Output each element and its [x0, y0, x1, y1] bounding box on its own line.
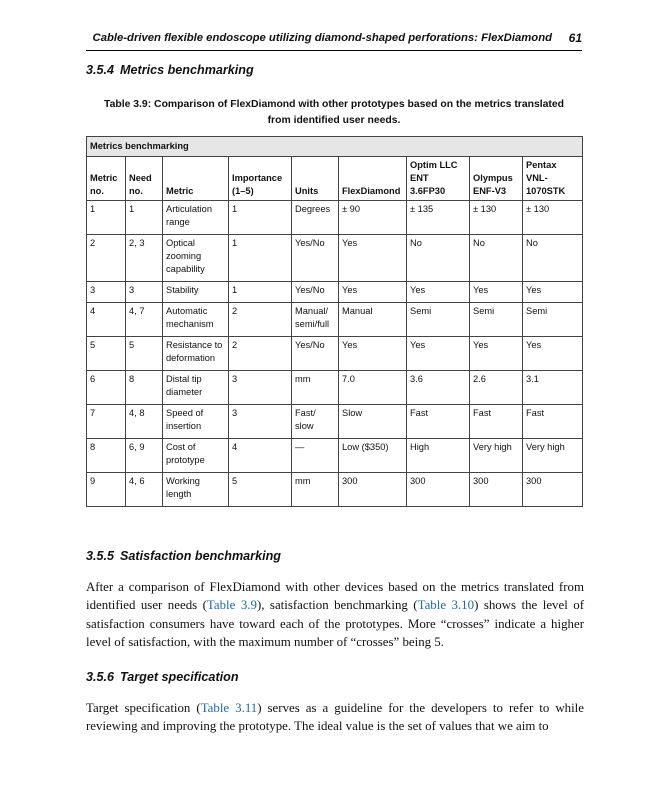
cell-metric: Automatic mechanism — [163, 303, 229, 337]
cell-flexdiamond: Manual — [339, 303, 407, 337]
cell-metric-no: 7 — [87, 405, 126, 439]
section-number: 3.5.5 — [86, 549, 115, 563]
running-title: Cable-driven flexible endoscope utilizing diamond-shaped perforations: FlexDiamond — [92, 32, 552, 44]
cell-metric-no: 6 — [87, 371, 126, 405]
cell-need-no: 3 — [126, 282, 163, 303]
cell-metric: Articulation range — [163, 201, 229, 235]
cell-importance: 4 — [229, 439, 292, 473]
cell-metric: Speed of insertion — [163, 405, 229, 439]
table-link[interactable]: Table 3.11 — [200, 701, 258, 715]
cell-pentax: No — [523, 235, 583, 282]
section-heading-metrics-benchmarking — [86, 63, 254, 77]
cell-optim: Fast — [407, 405, 470, 439]
cell-units: Yes/No — [292, 235, 339, 282]
table-row — [87, 337, 583, 371]
table-row — [87, 282, 583, 303]
cell-units: mm — [292, 473, 339, 507]
cell-need-no: 4, 8 — [126, 405, 163, 439]
cell-metric-no: 1 — [87, 201, 126, 235]
cell-metric-no: 8 — [87, 439, 126, 473]
col-optim: Optim LLC ENT 3.6FP30 — [407, 157, 470, 201]
table-caption — [86, 97, 582, 129]
cell-optim: ± 135 — [407, 201, 470, 235]
cell-metric: Working length — [163, 473, 229, 507]
table-row — [87, 439, 583, 473]
cell-flexdiamond: 7.0 — [339, 371, 407, 405]
body-paragraph: After a comparison of FlexDiamond with other devices based on the metrics translated from identified user needs (Table 3.9), satisfaction benchmarking (Table 3.10) shows the level of satisfaction consumers have toward each of the prototypes. More “crosses” indicate a higher level of satisfaction, with the maximum number of “crosses” being 5. — [86, 580, 585, 650]
cell-metric-no: 3 — [87, 282, 126, 303]
cell-need-no: 2, 3 — [126, 235, 163, 282]
cell-optim: High — [407, 439, 470, 473]
cell-importance: 1 — [229, 235, 292, 282]
cell-need-no: 5 — [126, 337, 163, 371]
page-number: 61 — [568, 31, 582, 45]
col-metric-no: Metric no. — [87, 157, 126, 201]
cell-olympus: Semi — [470, 303, 523, 337]
metrics-table — [86, 136, 583, 507]
cell-metric-no: 9 — [87, 473, 126, 507]
cell-pentax: 3.1 — [523, 371, 583, 405]
cell-units: Fast/ slow — [292, 405, 339, 439]
table-caption-line: Table 3.9: Comparison of FlexDiamond with other prototypes based on the metrics translated — [104, 99, 564, 110]
cell-optim: Yes — [407, 282, 470, 303]
running-header — [86, 30, 582, 51]
cell-optim: Semi — [407, 303, 470, 337]
section-title: Satisfaction benchmarking — [120, 549, 281, 563]
cell-pentax: Yes — [523, 282, 583, 303]
cell-olympus: ± 130 — [470, 201, 523, 235]
table-link[interactable]: Table 3.10 — [417, 598, 475, 613]
cell-metric-no: 5 — [87, 337, 126, 371]
col-flexdiamond: FlexDiamond — [339, 157, 407, 201]
table-row — [87, 405, 583, 439]
section-number: 3.5.4 — [86, 63, 115, 77]
section-number: 3.5.6 — [86, 670, 115, 684]
col-units: Units — [292, 157, 339, 201]
cell-flexdiamond: Low ($350) — [339, 439, 407, 473]
cell-metric: Stability — [163, 282, 229, 303]
cell-importance: 5 — [229, 473, 292, 507]
cell-need-no: 4, 7 — [126, 303, 163, 337]
cell-pentax: Yes — [523, 337, 583, 371]
cell-units: — — [292, 439, 339, 473]
col-need-no: Need no. — [126, 157, 163, 201]
col-pentax: Pentax VNL- 1070STK — [523, 157, 583, 201]
cell-metric: Distal tip diameter — [163, 371, 229, 405]
cell-flexdiamond: Yes — [339, 282, 407, 303]
cell-optim: Yes — [407, 337, 470, 371]
cell-olympus: No — [470, 235, 523, 282]
table-row — [87, 473, 583, 507]
cell-optim: 3.6 — [407, 371, 470, 405]
table-row — [87, 303, 583, 337]
cell-need-no: 8 — [126, 371, 163, 405]
cell-need-no: 6, 9 — [126, 439, 163, 473]
cell-importance: 2 — [229, 303, 292, 337]
cell-metric: Optical zooming capability — [163, 235, 229, 282]
cell-olympus: Yes — [470, 282, 523, 303]
cell-importance: 1 — [229, 201, 292, 235]
section-heading-target-specification — [86, 670, 239, 684]
section-title: Target specification — [120, 670, 239, 684]
cell-pentax: ± 130 — [523, 201, 583, 235]
section-heading-satisfaction-benchmarking — [86, 549, 281, 563]
cell-flexdiamond: Yes — [339, 235, 407, 282]
cell-metric-no: 2 — [87, 235, 126, 282]
col-olympus: Olympus ENF-V3 — [470, 157, 523, 201]
cell-units: Manual/ semi/full — [292, 303, 339, 337]
cell-flexdiamond: Slow — [339, 405, 407, 439]
cell-importance: 3 — [229, 405, 292, 439]
cell-need-no: 1 — [126, 201, 163, 235]
cell-metric: Cost of prototype — [163, 439, 229, 473]
col-metric: Metric — [163, 157, 229, 201]
cell-optim: 300 — [407, 473, 470, 507]
cell-metric: Resistance to deformation — [163, 337, 229, 371]
table-row — [87, 235, 583, 282]
cell-flexdiamond: 300 — [339, 473, 407, 507]
body-paragraph: Target specification (Table 3.11) serves as a guideline for the developers to refer to while reviewing and improving the prototype. The ideal value is the set of values that we aim to — [86, 701, 584, 734]
cell-pentax: 300 — [523, 473, 583, 507]
cell-olympus: Yes — [470, 337, 523, 371]
cell-optim: No — [407, 235, 470, 282]
cell-units: Yes/No — [292, 337, 339, 371]
table-group-header: Metrics benchmarking — [87, 137, 583, 157]
cell-olympus: 2.6 — [470, 371, 523, 405]
cell-pentax: Very high — [523, 439, 583, 473]
cell-flexdiamond: ± 90 — [339, 201, 407, 235]
cell-olympus: Very high — [470, 439, 523, 473]
cell-units: Yes/No — [292, 282, 339, 303]
cell-olympus: 300 — [470, 473, 523, 507]
cell-importance: 2 — [229, 337, 292, 371]
cell-metric-no: 4 — [87, 303, 126, 337]
table-link[interactable]: Table 3.9 — [206, 598, 257, 613]
section-title: Metrics benchmarking — [120, 63, 254, 77]
cell-units: Degrees — [292, 201, 339, 235]
cell-importance: 3 — [229, 371, 292, 405]
cell-need-no: 4, 6 — [126, 473, 163, 507]
table-row — [87, 371, 583, 405]
cell-flexdiamond: Yes — [339, 337, 407, 371]
cell-importance: 1 — [229, 282, 292, 303]
cell-pentax: Fast — [523, 405, 583, 439]
table-row — [87, 201, 583, 235]
table-header-row — [87, 157, 583, 201]
cell-pentax: Semi — [523, 303, 583, 337]
col-importance: Importance (1–5) — [229, 157, 292, 201]
cell-olympus: Fast — [470, 405, 523, 439]
cell-units: mm — [292, 371, 339, 405]
table-caption-line: from identified user needs. — [267, 115, 401, 126]
